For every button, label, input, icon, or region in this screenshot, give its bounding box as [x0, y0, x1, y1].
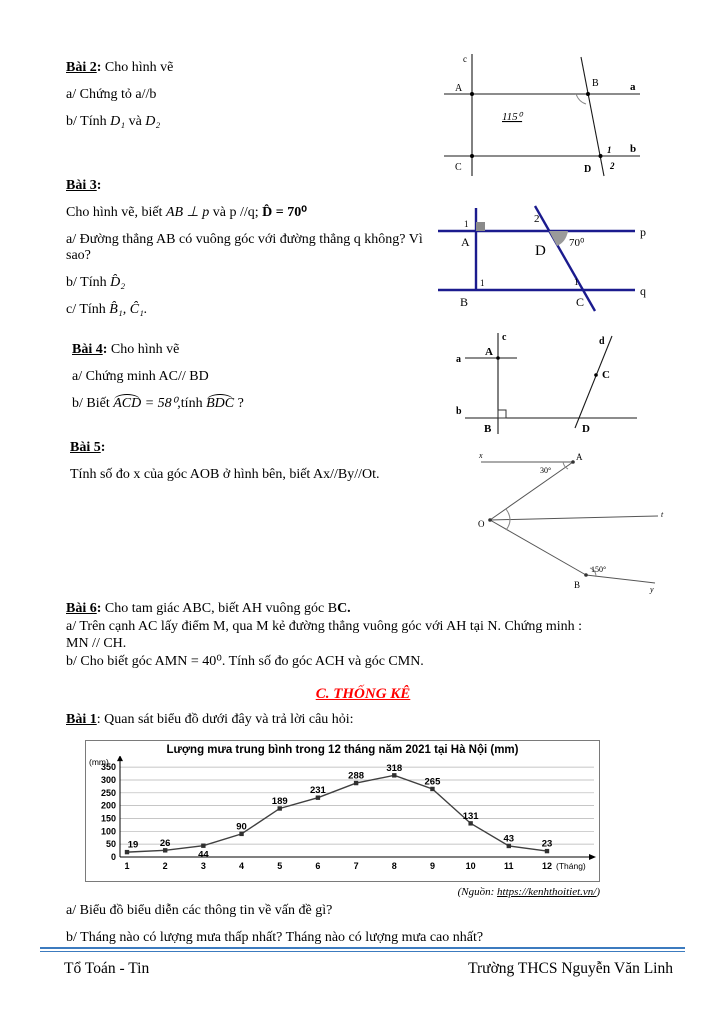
fig2-angle-1-label: 1	[607, 145, 612, 155]
fig2-line-a-label: a	[630, 81, 636, 93]
svg-text:5: 5	[277, 861, 283, 871]
svg-text:6: 6	[315, 861, 321, 871]
svg-text:131: 131	[462, 810, 479, 822]
bai4-b-angle-bdc: BDC	[206, 396, 235, 411]
bai5-label: Bài 5	[70, 440, 101, 455]
svg-text:300: 300	[100, 774, 116, 785]
fig3-point-B-label: B	[460, 295, 469, 309]
bai3-label: Bài 3	[66, 178, 97, 193]
section-c-heading: C. THỐNG KÊ	[315, 686, 411, 702]
bai1-label: Bài 1	[66, 712, 97, 727]
fig4-point-D-label: D	[582, 423, 590, 435]
fig5-ray-y-label: y	[650, 585, 654, 594]
fig3-angle-70-label: 70⁰	[569, 237, 585, 249]
bai3-title-line	[66, 178, 431, 194]
fig3-point-A-label: A	[461, 235, 470, 249]
problem-bai3	[66, 178, 431, 329]
bai3-intro	[66, 205, 431, 221]
svg-text:318: 318	[386, 762, 403, 774]
fig4-point-A-label: A	[485, 346, 493, 358]
bai4-colon: :	[102, 342, 108, 357]
bai3-intro-pre: Cho hình vẽ, biết	[66, 205, 166, 220]
bai5-text: Tính số đo x của góc AOB ở hình bên, biết Ax//By//Ot.	[70, 467, 380, 482]
bai4-b-pre: b/ Biết	[72, 396, 114, 411]
svg-text:12: 12	[541, 861, 553, 871]
bai5-title-line	[70, 440, 470, 456]
section-c-bai1	[66, 712, 666, 739]
svg-text:231: 231	[309, 785, 326, 797]
svg-text:288: 288	[348, 770, 365, 782]
fig5-angle-30-label: 30°	[540, 466, 552, 475]
bai3-b-math: D̂₂	[110, 275, 126, 290]
question-b: b/ Tháng nào có lượng mưa thấp nhất? Tháng nào có lượng mưa cao nhất?	[66, 930, 484, 945]
svg-text:350: 350	[100, 762, 116, 773]
svg-text:189: 189	[271, 795, 288, 807]
rainfall-chart	[85, 740, 600, 882]
bai2-b-mid: và	[125, 114, 146, 129]
chart-title: Lượng mưa trung bình trong 12 tháng năm 2021 tại Hà Nội (mm)	[166, 744, 519, 756]
fig5-ray-x-label: x	[479, 451, 483, 460]
figure-bai4-parallel-proof	[455, 330, 645, 442]
fig3-angle-1C-label: 1	[574, 277, 579, 287]
bai6-label: Bài 6	[66, 601, 97, 616]
svg-text:26: 26	[159, 837, 171, 849]
svg-text:(Tháng): (Tháng)	[556, 861, 586, 871]
fig5-point-B-label: B	[574, 580, 581, 590]
svg-text:23: 23	[541, 838, 553, 850]
bai6-title-bold-end: C.	[337, 601, 351, 616]
rainfall-line-chart	[87, 756, 598, 874]
bai4-part-b	[72, 396, 442, 412]
fig3-point-D-label: D	[535, 243, 546, 259]
chart-source-link: https://kenhthoitiet.vn/	[497, 886, 597, 898]
svg-text:2: 2	[162, 861, 168, 871]
bai4-b-end: ?	[234, 396, 244, 411]
bai2-b-d2: D₂	[145, 114, 161, 129]
fig2-angle-2-label: 2	[610, 161, 615, 171]
fig4-point-B-label: B	[484, 423, 492, 435]
problem-bai2	[66, 60, 436, 141]
bai3-b-pre: b/ Tính	[66, 275, 111, 290]
svg-text:90: 90	[236, 821, 247, 833]
bai4-title-line	[72, 342, 442, 358]
fig3-angle-1B-label: 1	[480, 278, 485, 288]
footer-school: Trường THCS Nguyễn Văn Linh	[468, 960, 673, 977]
figure-bai2-parallel-lines	[440, 52, 645, 180]
fig2-angle-115-label: 115⁰	[502, 111, 523, 123]
fig5-point-O-label: O	[478, 519, 485, 529]
svg-text:265: 265	[424, 776, 441, 788]
bai3-intro-mid: và p //q;	[209, 205, 263, 220]
figure-bai5-angle-aob	[478, 450, 668, 595]
problem-bai4	[72, 342, 442, 423]
svg-text:43: 43	[503, 833, 515, 845]
bai4-b-eq: = 58⁰	[141, 396, 178, 411]
bai2-b-d1: D₁	[110, 114, 126, 129]
bai4-b-angle-acd: ACD	[113, 396, 142, 411]
bai3-intro-angle: D̂ = 70⁰	[262, 205, 307, 220]
svg-text:9: 9	[429, 861, 435, 871]
bai2-colon: :	[96, 60, 102, 75]
bai3-part-b	[66, 275, 431, 291]
bai6-title-text: Cho tam giác ABC, biết AH vuông góc B	[101, 601, 338, 616]
question-a: a/ Biểu đồ biểu diễn các thông tin về vấn đề gì?	[66, 903, 333, 918]
bai2-part-a: a/ Chứng tỏ a//b	[66, 87, 157, 102]
fig3-angle-2-label: 2	[534, 213, 540, 225]
bai5-colon: :	[100, 440, 106, 455]
bai3-intro-math: AB ⊥ p	[165, 205, 210, 220]
fig3-angle-1A-label: 1	[464, 219, 469, 229]
svg-text:(mm): (mm)	[89, 757, 109, 767]
problem-bai6	[66, 600, 676, 670]
svg-text:100: 100	[100, 826, 116, 837]
bai2-title-text: Cho hình vẽ	[101, 60, 174, 75]
bai6-part-b: b/ Cho biết góc AMN = 40⁰. Tính số đo góc ACH và góc CMN.	[66, 653, 424, 669]
bai3-c-pre: c/ Tính	[66, 302, 110, 317]
figure-bai2-lines	[444, 54, 640, 176]
bai4-b-mid: ,tính	[177, 396, 207, 411]
bai3-part-c	[66, 302, 431, 318]
figure-bai3-perpendicular-lines	[438, 198, 653, 316]
chart-source-pre: (Nguồn:	[457, 886, 498, 898]
fig2-line-c-label: c	[463, 54, 467, 64]
svg-text:4: 4	[239, 861, 245, 871]
problem-bai5	[70, 440, 470, 494]
bai2-title-line	[66, 60, 436, 76]
bai1-title-line	[66, 712, 666, 728]
fig4-line-b-label: b	[456, 406, 462, 417]
fig2-point-D-label: D	[584, 164, 592, 175]
fig2-point-A-label: A	[455, 83, 463, 94]
fig5-point-A-label: A	[576, 452, 583, 462]
fig2-point-C-label: C	[455, 162, 462, 173]
svg-text:150: 150	[100, 813, 116, 824]
bai6-colon: :	[96, 601, 102, 616]
chart-source-post: )	[596, 886, 600, 898]
chart-source	[85, 886, 600, 898]
fig3-point-C-label: C	[576, 295, 585, 309]
bai2-b-pre: b/ Tính	[66, 114, 111, 129]
svg-text:11: 11	[504, 861, 514, 871]
svg-text:200: 200	[100, 800, 116, 811]
bai3-c-math: B̂₁, Ĉ₁.	[109, 302, 148, 317]
svg-text:7: 7	[353, 861, 359, 871]
svg-text:1: 1	[124, 861, 130, 871]
fig5-ray-t-label: t	[661, 510, 664, 519]
svg-text:3: 3	[200, 861, 206, 871]
bai1-title-text: : Quan sát biểu đồ dưới đây và trả lời câu hỏi:	[96, 712, 354, 727]
figure-bai5-lines	[481, 460, 658, 583]
svg-text:44: 44	[198, 849, 209, 861]
bai3-colon: :	[96, 178, 102, 193]
fig2-line-b-label: b	[630, 143, 637, 155]
fig3-line-p-label: p	[640, 225, 646, 239]
bai4-title-text: Cho hình vẽ	[107, 342, 180, 357]
svg-text:19: 19	[127, 839, 139, 851]
bai3-part-a: a/ Đường thẳng AB có vuông góc với đường thẳng q không? Vì sao?	[66, 232, 423, 263]
fig5-angle-150-label: 150°	[591, 565, 607, 574]
fig3-line-q-label: q	[640, 284, 646, 298]
footer-department: Tổ Toán - Tin	[64, 960, 150, 977]
bai6-title-line	[66, 600, 676, 618]
bai2-label: Bài 2	[66, 60, 97, 75]
svg-text:8: 8	[391, 861, 397, 871]
svg-text:0: 0	[110, 852, 116, 862]
bai2-part-b	[66, 114, 436, 130]
bai6-part-a-line2: MN // CH.	[66, 636, 127, 651]
footer-divider	[40, 947, 685, 952]
svg-text:250: 250	[100, 787, 116, 798]
fig4-point-C-label: C	[602, 369, 610, 381]
fig2-point-B-label: B	[592, 78, 599, 89]
page-footer	[64, 960, 673, 978]
bai6-part-a-line1: a/ Trên cạnh AC lấy điểm M, qua M kẻ đường thẳng vuông góc với AH tại N. Chứng minh :	[66, 618, 583, 634]
fig4-line-c-label: c	[502, 332, 507, 343]
svg-text:10: 10	[465, 861, 476, 871]
svg-text:50: 50	[105, 839, 116, 850]
bai4-label: Bài 4	[72, 342, 103, 357]
fig4-line-d-label: d	[599, 336, 605, 347]
bai4-part-a: a/ Chứng minh AC// BD	[72, 369, 209, 384]
fig4-line-a-label: a	[456, 354, 461, 365]
